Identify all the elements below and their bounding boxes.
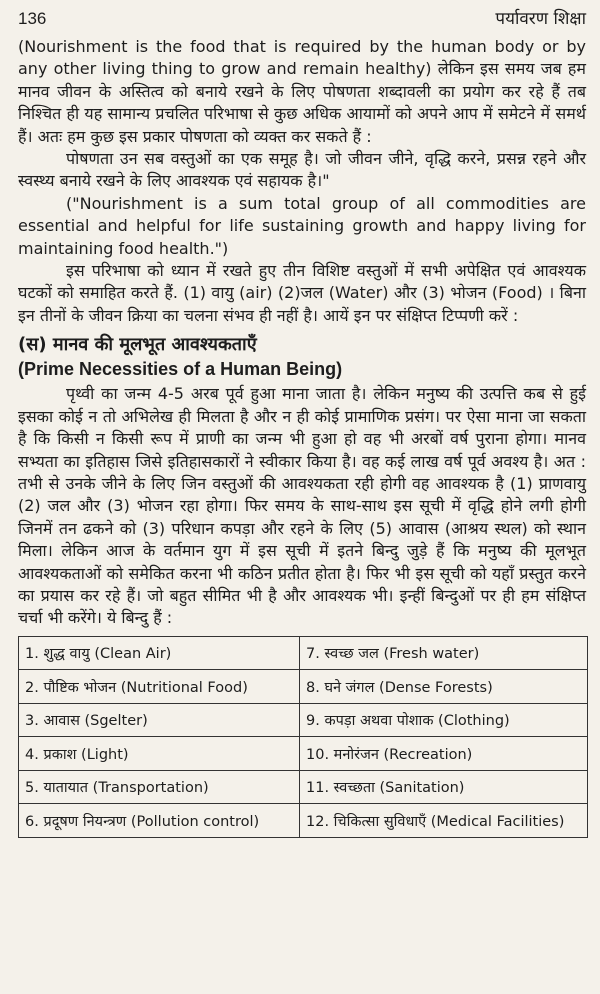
table-cell: 9. कपड़ा अथवा पोशाक (Clothing) (300, 703, 588, 737)
table-cell: 6. प्रदूषण नियन्त्रण (Pollution control) (19, 804, 300, 838)
section-title-hindi: (स) मानव की मूलभूत आवश्यकताएँ (18, 334, 257, 356)
table-cell: 4. प्रकाश (Light) (19, 737, 300, 771)
paragraph-human-history: पृथ्वी का जन्म 4-5 अरब पूर्व हुआ माना जाता है। लेकिन मनुष्य की उत्पत्ति कब से हुई इसका कोई न तो अभिलेख ही मिलता है और न ही कोई प्रामाणिक प्रसंग। पर ऐसा माना जा सकता है कि किसी न किसी रूप में प्राणी का जन्म भी हुआ हो वह भी अरबों वर्ष पुराना होगा। मानव सभ्यता का इतिहास जिसे इतिहासकारों ने स्वीकार किया है। वह कई लाख वर्ष पूर्व अवश्य है। अत : तभी से उनके जीने के लिए जिन वस्तुओं की आवश्यकता रही होगी वह आवश्यक है (1) प्राणवायु (2) जल और (3) भोजन रहा होगा। फिर समय के साथ-साथ इस सूची में वृद्धि होने लगी होगी जिनमें तन ढकने को (3) परिधान कपड़ा और रहने के लिए (5) आवास (आश्रय स्थल) को स्थान मिला। लेकिन आज के वर्तमान युग में इस सूची में इतने बिन्दु जुड़े हैं कि मनुष्य की मूलभूत आवश्यकताओं को समेकित करना भी कठिन प्रतीत होता है। फिर भी इस सूची को यहाँ प्रस्तुत करने का प्रयास कर रहे हैं। जो बहुत सीमित भी है और आवश्यक भी। इन्हीं बिन्दुओं पर ही हम संक्षिप्त चर्चा भी करेंगे। ये बिन्दु हैं : (18, 384, 586, 628)
table-cell: 7. स्वच्छ जल (Fresh water) (300, 636, 588, 670)
table-cell: 8. घने जंगल (Dense Forests) (300, 670, 588, 704)
table-cell: 5. यातायात (Transportation) (19, 770, 300, 804)
paragraph-english-quote: ("Nourishment is a sum total group of all commodities are essential and helpful for life sustaining growth and happy living for maintaining food health.") (18, 193, 586, 258)
paragraph-nourishment-definition: (Nourishment is the food that is required by the human body or by any other living thing to grow and remain healthy) लेकिन इस समय जब हम मानव जीवन के अस्तित्व को बनाये रखने के लिए पोषणता शब्दावली का प्रयोग कर रहे हैं तब निश्चित ही यह सामान्य प्रचलित परिभाषा से कुछ अधिक आयामों को अपने आप में समेटने में समर्थ हैं। अतः हम कुछ इस प्रकार पोषणता को व्यक्त कर सकते हैं : (18, 37, 586, 146)
table-row (19, 804, 588, 838)
running-title: पर्यावरण शिक्षा (495, 9, 586, 29)
table-cell: 12. चिकित्सा सुविधाएँ (Medical Facilities) (300, 804, 588, 838)
table-cell: 2. पौष्टिक भोजन (Nutritional Food) (19, 670, 300, 704)
table-row (19, 703, 588, 737)
table-cell: 11. स्वच्छता (Sanitation) (300, 770, 588, 804)
paragraph-hindi-quote: पोषणता उन सब वस्तुओं का एक समूह है। जो जीवन जीने, वृद्धि करने, प्रसन्न रहने और स्वस्थ्य बनाये रखने के लिए आवश्यक एवं सहायक है।" (18, 149, 586, 191)
page-header (18, 6, 586, 36)
table-cell: 1. शुद्ध वायु (Clean Air) (19, 636, 300, 670)
section-title-english: (Prime Necessities of a Human Being) (18, 359, 343, 380)
page-number: 136 (18, 9, 47, 28)
table-row (19, 737, 588, 771)
table-row (19, 636, 588, 670)
table-row (19, 770, 588, 804)
necessities-table (18, 636, 588, 838)
paragraph-three-elements: इस परिभाषा को ध्यान में रखते हुए तीन विशिष्ट वस्तुओं में सभी अपेक्षित एवं आवश्यक घटकों को समाहित करते हैं. (1) वायु (air) (2)जल (Water) और (3) भोजन (Food) । बिना इन तीनों के जीवन क्रिया का चलना संभव ही नहीं है। आयें इन पर संक्षिप्त टिप्पणी करें : (18, 261, 586, 325)
table-cell: 10. मनोरंजन (Recreation) (300, 737, 588, 771)
table-row (19, 670, 588, 704)
table-cell: 3. आवास (Sgelter) (19, 703, 300, 737)
